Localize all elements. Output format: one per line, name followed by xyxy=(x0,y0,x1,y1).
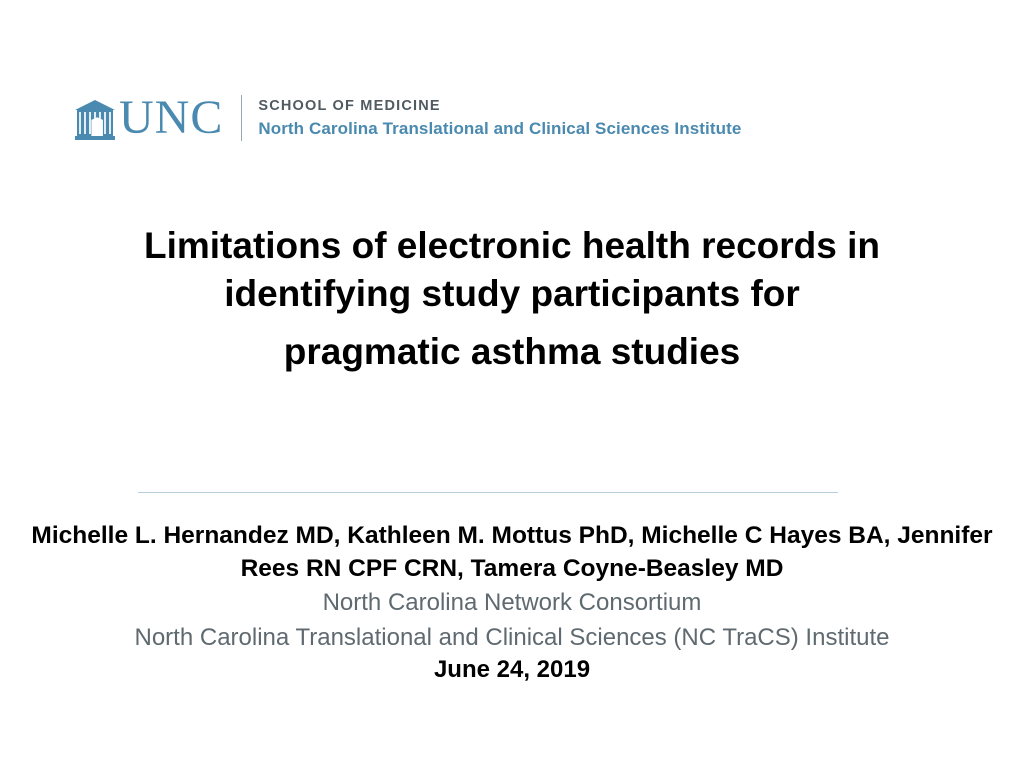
affiliation-line-1: North Carolina Network Consortium xyxy=(322,589,702,617)
title-line-1: Limitations of electronic health records in xyxy=(143,225,881,266)
title-line-3: pragmatic asthma studies xyxy=(283,331,741,373)
author-block xyxy=(22,520,1002,684)
unc-old-well-icon xyxy=(75,96,115,140)
logo-text-group xyxy=(258,98,741,139)
author-names-line-1: Michelle L. Hernandez MD, Kathleen M. Mottus PhD, Michelle C xyxy=(31,522,763,549)
horizontal-divider xyxy=(138,492,838,493)
author-names xyxy=(22,520,1002,585)
logo-school-label: SCHOOL OF MEDICINE xyxy=(258,97,441,114)
unc-tracs-logo xyxy=(75,88,741,148)
logo-institute-label: North Carolina Translational and Clinical Sciences Institute xyxy=(258,118,742,138)
author-names-line-2: Hayes BA, Jennifer Rees RN CPF CRN, Tamera Coyne-Beasley MD xyxy=(240,522,993,582)
title-line-2: identifying study participants for xyxy=(224,273,800,315)
presentation-date: June 24, 2019 xyxy=(433,655,591,683)
logo-divider xyxy=(241,95,242,141)
affiliation-line-2: North Carolina Translational and Clinical Sciences (NC TraCS) Institute xyxy=(134,623,890,651)
unc-wordmark: UNC xyxy=(119,91,224,144)
page-title xyxy=(46,222,978,376)
